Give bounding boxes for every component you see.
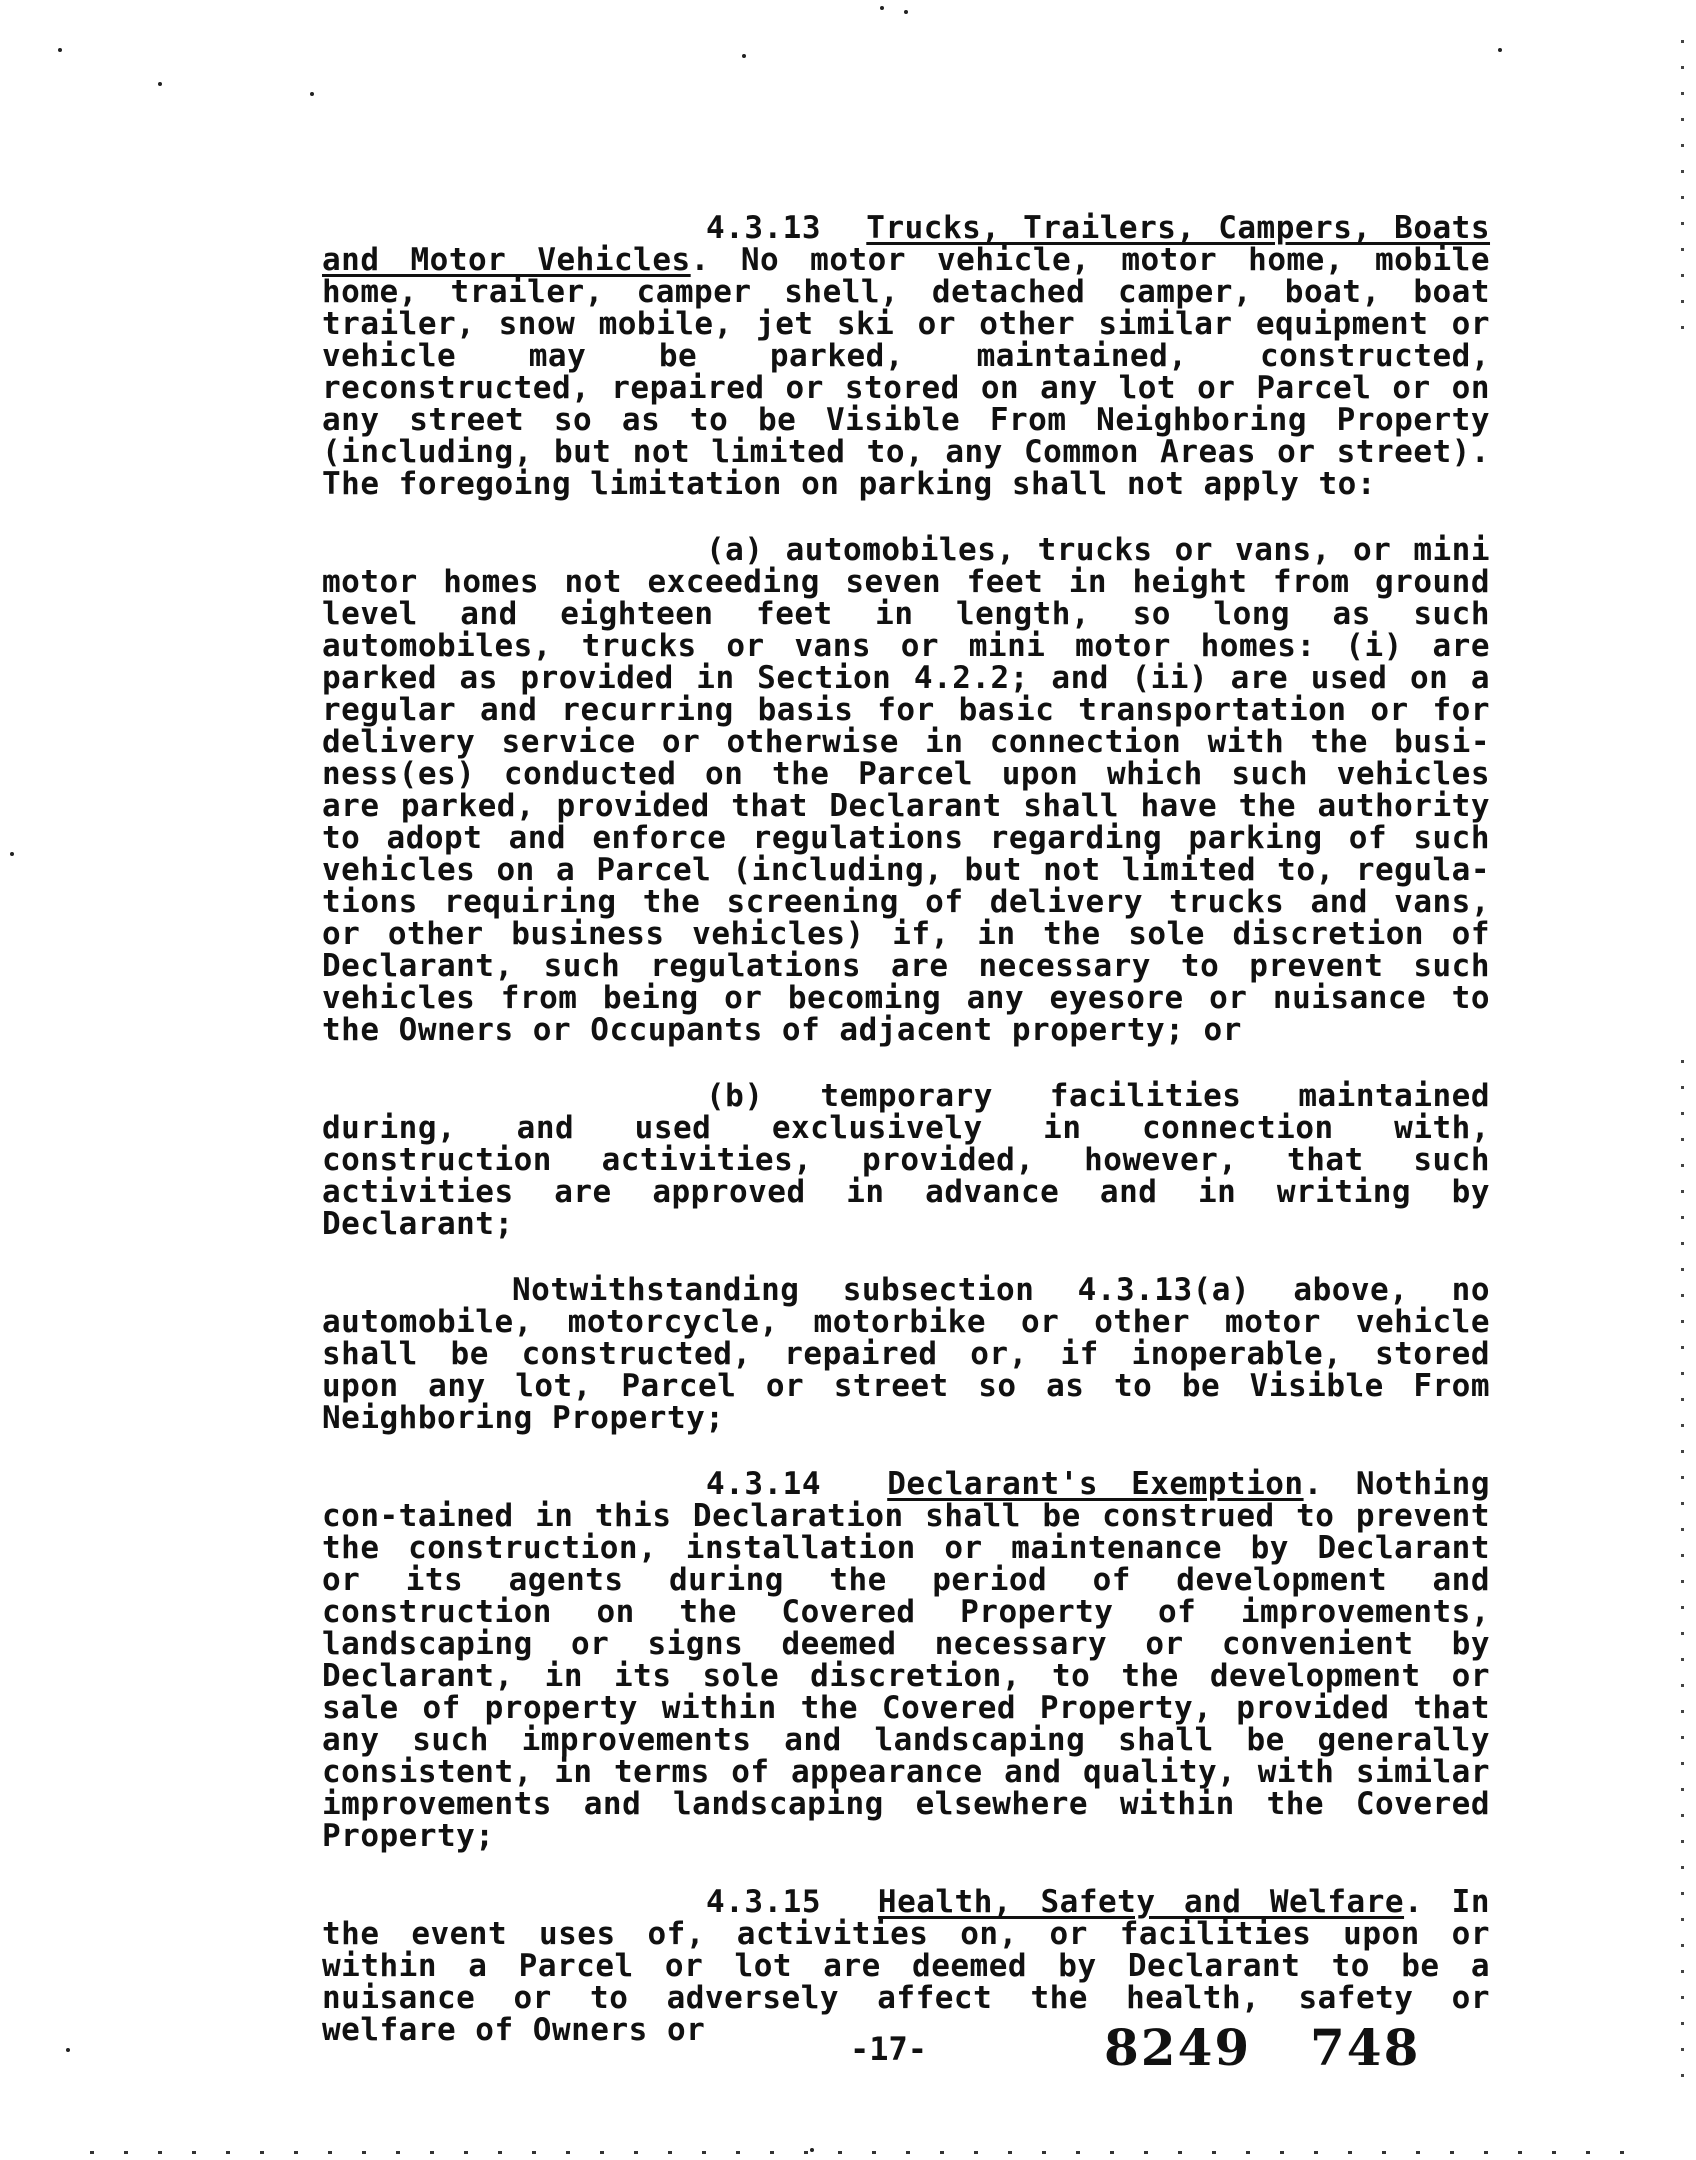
section-number: 4.3.13 bbox=[706, 210, 821, 246]
subsection-b: (b) temporary facilities maintained during, and used exclusively in connection with, construction activities, provided, however, that such activities are approved in advance and in writing by Declarant; bbox=[322, 1078, 1490, 1242]
scan-speck bbox=[742, 54, 746, 58]
recording-page-number: 748 bbox=[1310, 2018, 1421, 2077]
section-body: . In the event uses of, activities on, or facilities upon or within a Parcel or lot are deemed by Declarant to be a nuisance or to adversely affect the health, safety or welfare of Owners or bbox=[322, 1884, 1490, 2048]
recording-book-number: 8249 bbox=[1104, 2018, 1252, 2077]
scan-edge-dots bbox=[90, 2151, 1650, 2154]
section-title: Declarant's Exemption bbox=[887, 1466, 1304, 1502]
scan-speck bbox=[310, 92, 314, 96]
scan-speck bbox=[904, 10, 908, 14]
scan-speck bbox=[158, 82, 162, 86]
section-title: Health, Safety and Welfare bbox=[877, 1884, 1405, 1920]
section-body: . No motor vehicle, motor home, mobile home, trailer, camper shell, detached camper, boat, boat trailer, snow mobile, jet ski or other similar equipment or vehicle may be parked, maintained, constructed, reconstructed, repaired or stored on any lot or Parcel or on any street so as to be Visible From Neighboring Property (including, but not limited to, any Common Areas or street). The foregoing limitation on parking shall not apply to: bbox=[322, 242, 1490, 502]
scan-speck bbox=[880, 6, 884, 10]
section-body: . Nothing con-tained in this Declaration shall be construed to prevent the construction, installation or maintenance by Declarant or its agents during the period of development and construction on the Covered Property of improvements, landscaping or signs deemed necessary or convenient by Declarant, in its sole discretion, to the development or sale of property within the Covered Property, provided that any such improvements and landscaping shall be generally consistent, in terms of appearance and quality, with similar improvements and landscaping elsewhere within the Covered Property; bbox=[322, 1466, 1491, 1854]
notwithstanding-paragraph: Notwithstanding subsection 4.3.13(a) above, no automobile, motorcycle, motorbike or other motor vehicle shall be constructed, repaired or, if inoperable, stored upon any lot, Parcel or street so as to be Visible From Neighboring Property; bbox=[322, 1272, 1490, 1436]
scan-speck bbox=[1498, 48, 1502, 52]
section-title: Trucks, Trailers, Campers, Boats and Motor Vehicles bbox=[322, 210, 1491, 278]
subsection-a: (a) automobiles, trucks or vans, or mini motor homes not exceeding seven feet in height from ground level and eighteen feet in length, so long as such automobiles, trucks or vans or mini motor homes: (i) are parked as provided in Section 4.2.2; and (ii) are used on a regular and recurring basis for basic transportation or for delivery service or otherwise in connection with the busi-ness(es) conducted on the Parcel upon which such vehicles are parked, provided that Declarant shall have the authority to adopt and enforce regulations regarding parking of such vehicles on a Parcel (including, but not limited to, regula-tions requiring the screening of delivery trucks and vans, or other business vehicles) if, in the sole discretion of Declarant, such regulations are necessary to prevent such vehicles from being or becoming any eyesore or nuisance to the Owners or Occupants of adjacent property; or bbox=[322, 532, 1490, 1048]
scan-edge-dots bbox=[1681, 1060, 1684, 2100]
page-number: -17- bbox=[850, 2030, 928, 2068]
scan-speck bbox=[58, 48, 62, 52]
scan-speck bbox=[10, 852, 14, 856]
document-body bbox=[322, 212, 1490, 2080]
scan-edge-dots bbox=[1681, 40, 1684, 340]
scan-speck bbox=[66, 2048, 70, 2052]
section-number: 4.3.14 bbox=[706, 1466, 821, 1502]
paragraph-4-3-13 bbox=[322, 212, 1490, 500]
paragraph-4-3-14 bbox=[322, 1468, 1490, 1852]
section-number: 4.3.15 bbox=[706, 1884, 821, 1920]
